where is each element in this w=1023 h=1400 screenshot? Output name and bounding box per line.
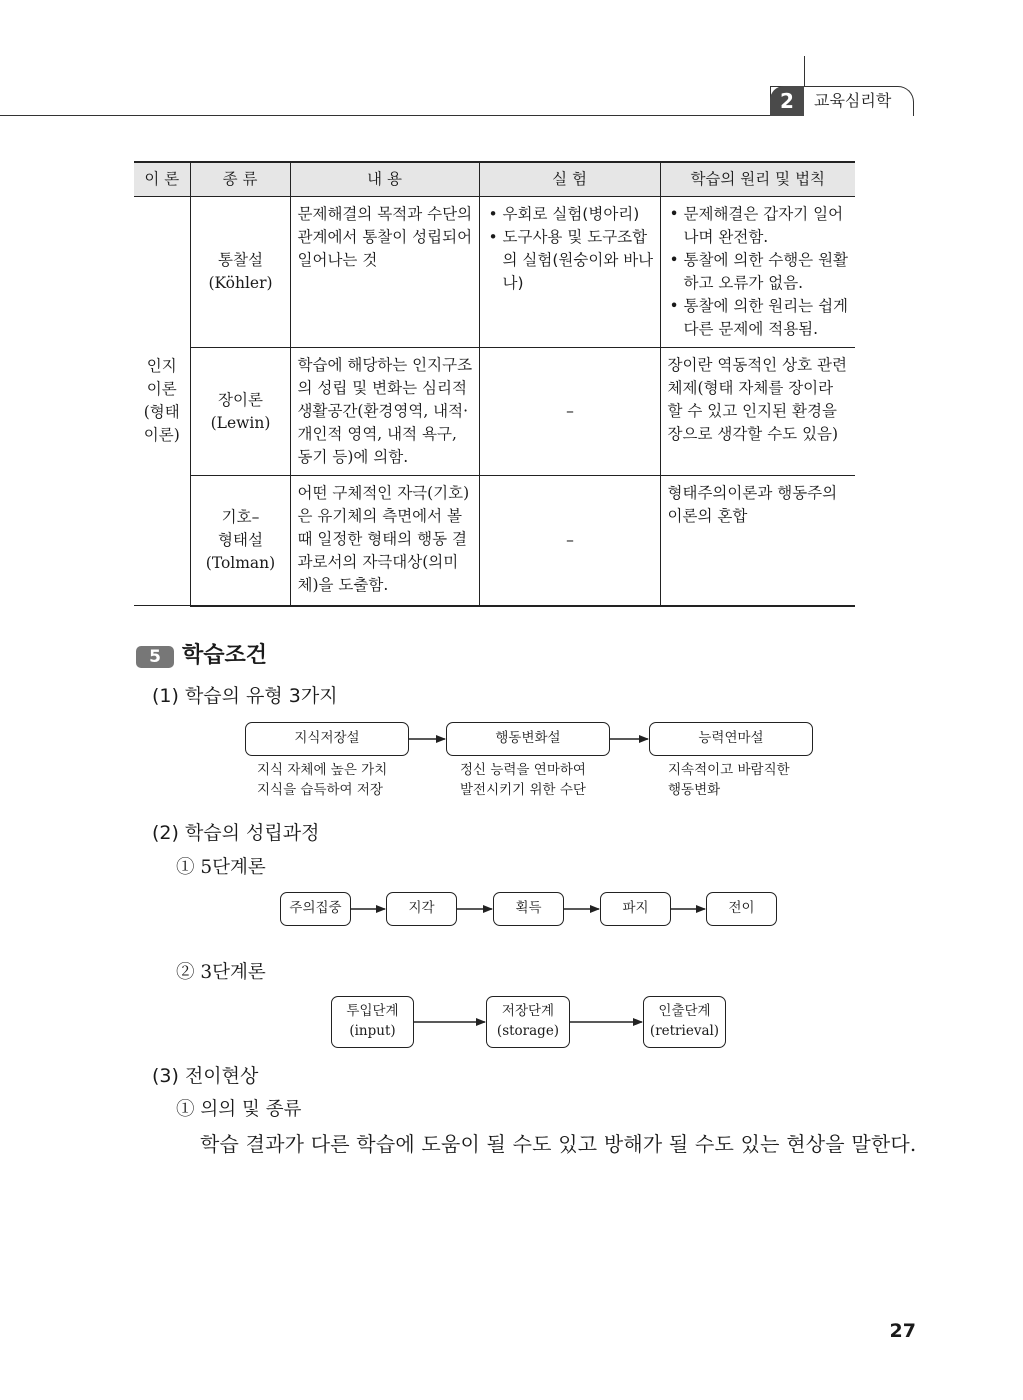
principles-cell: 형태주의이론과 행동주의 이론의 혼합	[660, 476, 855, 606]
header-theory: 이 론	[134, 162, 190, 197]
theory-table	[134, 161, 855, 607]
chapter-title: 교육심리학	[814, 91, 892, 110]
stage-input	[331, 996, 414, 1048]
experiment-item: • 우회로 실험(병아리)	[487, 203, 654, 226]
stage-english: (retrieval)	[649, 1023, 720, 1039]
step-perception: 지각	[386, 892, 457, 926]
type-box-ability: 능력연마설	[649, 722, 813, 756]
type-author: (Tolman)	[205, 553, 276, 572]
chapter-number: 2	[770, 86, 804, 116]
desc-line: 행동변화	[668, 782, 721, 798]
type-name: 형태설	[218, 530, 263, 549]
table-row	[134, 197, 855, 348]
content-cell: 학습에 해당하는 인지구조의 성립 및 변화는 심리적 생활공간(환경영역, 내적·개인적 영역, 내적 욕구, 동기 등)에 의함.	[290, 348, 479, 476]
step-acquisition: 획득	[493, 892, 564, 926]
experiment-cell: –	[479, 476, 660, 606]
table-row	[134, 348, 855, 476]
header-type: 종 류	[190, 162, 290, 197]
type-desc-ability	[668, 760, 790, 800]
stage-english: (input)	[349, 1023, 396, 1039]
type-desc-knowledge	[257, 760, 387, 800]
category-line: 인지	[146, 357, 177, 375]
type-cell	[190, 348, 290, 476]
category-cell	[134, 197, 190, 606]
principles-cell	[660, 197, 855, 348]
stage-storage	[486, 996, 570, 1048]
category-line: 이론	[146, 380, 177, 398]
type-box-behavior: 행동변화설	[446, 722, 610, 756]
table-header-row	[134, 162, 855, 197]
content-cell: 어떤 구체적인 자극(기호)은 유기체의 측면에서 볼 때 일정한 형태의 행동 결과로서의 자극대상(의미체)을 도출함.	[290, 476, 479, 606]
stage-english: (storage)	[496, 1023, 560, 1039]
stage-label: 투입단계	[346, 1003, 399, 1019]
type-author: (Köhler)	[208, 274, 273, 292]
experiment-item: • 도구사용 및 도구조합의 실험(원숭이와 바나나)	[487, 226, 654, 295]
section-number-badge: 5	[136, 646, 174, 668]
desc-line: 지속적이고 바람직한	[668, 762, 790, 778]
type-name: 기호–	[221, 507, 260, 526]
section-title: 학습조건	[182, 643, 268, 668]
principles-cell: 장이란 역동적인 상호 관련 체제(형태 자체를 장이라 할 수 있고 인지된 환경을 장으로 생각할 수도 있음)	[660, 348, 855, 476]
principle-item: • 통찰에 의한 원리는 쉽게 다른 문제에 적용됨.	[668, 295, 850, 341]
type-cell	[190, 197, 290, 348]
type-name: 통찰설	[218, 251, 263, 269]
type-box-knowledge: 지식저장설	[245, 722, 409, 756]
header-experiment: 실 험	[479, 162, 660, 197]
principle-item: • 통찰에 의한 수행은 원활하고 오류가 없음.	[668, 249, 850, 295]
desc-line: 지식을 습득하여 저장	[257, 782, 383, 798]
type-name: 장이론	[218, 390, 263, 409]
five-step-heading: ① 5단계론	[176, 857, 266, 878]
experiment-cell: –	[479, 348, 660, 476]
header-content: 내 용	[290, 162, 479, 197]
step-transfer: 전이	[706, 892, 777, 926]
three-step-heading: ② 3단계론	[176, 962, 266, 983]
process-heading: (2) 학습의 성립과정	[152, 822, 320, 844]
desc-line: 지식 자체에 높은 가치	[257, 762, 388, 778]
desc-line: 정신 능력을 연마하여	[460, 762, 586, 778]
principle-item: • 문제해결은 갑자기 일어나며 완전함.	[668, 203, 850, 249]
step-attention: 주의집중	[280, 892, 351, 926]
types-heading: (1) 학습의 유형 3가지	[152, 685, 338, 707]
experiment-cell	[479, 197, 660, 348]
type-cell	[190, 476, 290, 606]
type-author: (Lewin)	[210, 413, 271, 432]
category-line: 이론)	[143, 426, 180, 444]
content-cell: 문제해결의 목적과 수단의 관계에서 통찰이 성립되어 일어나는 것	[290, 197, 479, 348]
table-row	[134, 476, 855, 606]
desc-line: 발전시키기 위한 수단	[460, 782, 586, 798]
header-principles: 학습의 원리 및 법칙	[660, 162, 855, 197]
stage-label: 인출단계	[658, 1003, 711, 1019]
page-number: 27	[889, 1320, 916, 1342]
transfer-subheading: ① 의의 및 종류	[176, 1099, 302, 1120]
stage-label: 저장단계	[501, 1003, 555, 1019]
stage-retrieval	[643, 996, 726, 1048]
step-retention: 파지	[600, 892, 671, 926]
transfer-heading: (3) 전이현상	[152, 1065, 259, 1087]
transfer-body: 학습 결과가 다른 학습에 도움이 될 수도 있고 방해가 될 수도 있는 현상을 말한다.	[200, 1132, 917, 1156]
type-desc-behavior	[460, 760, 586, 800]
category-line: (형태	[143, 403, 180, 421]
